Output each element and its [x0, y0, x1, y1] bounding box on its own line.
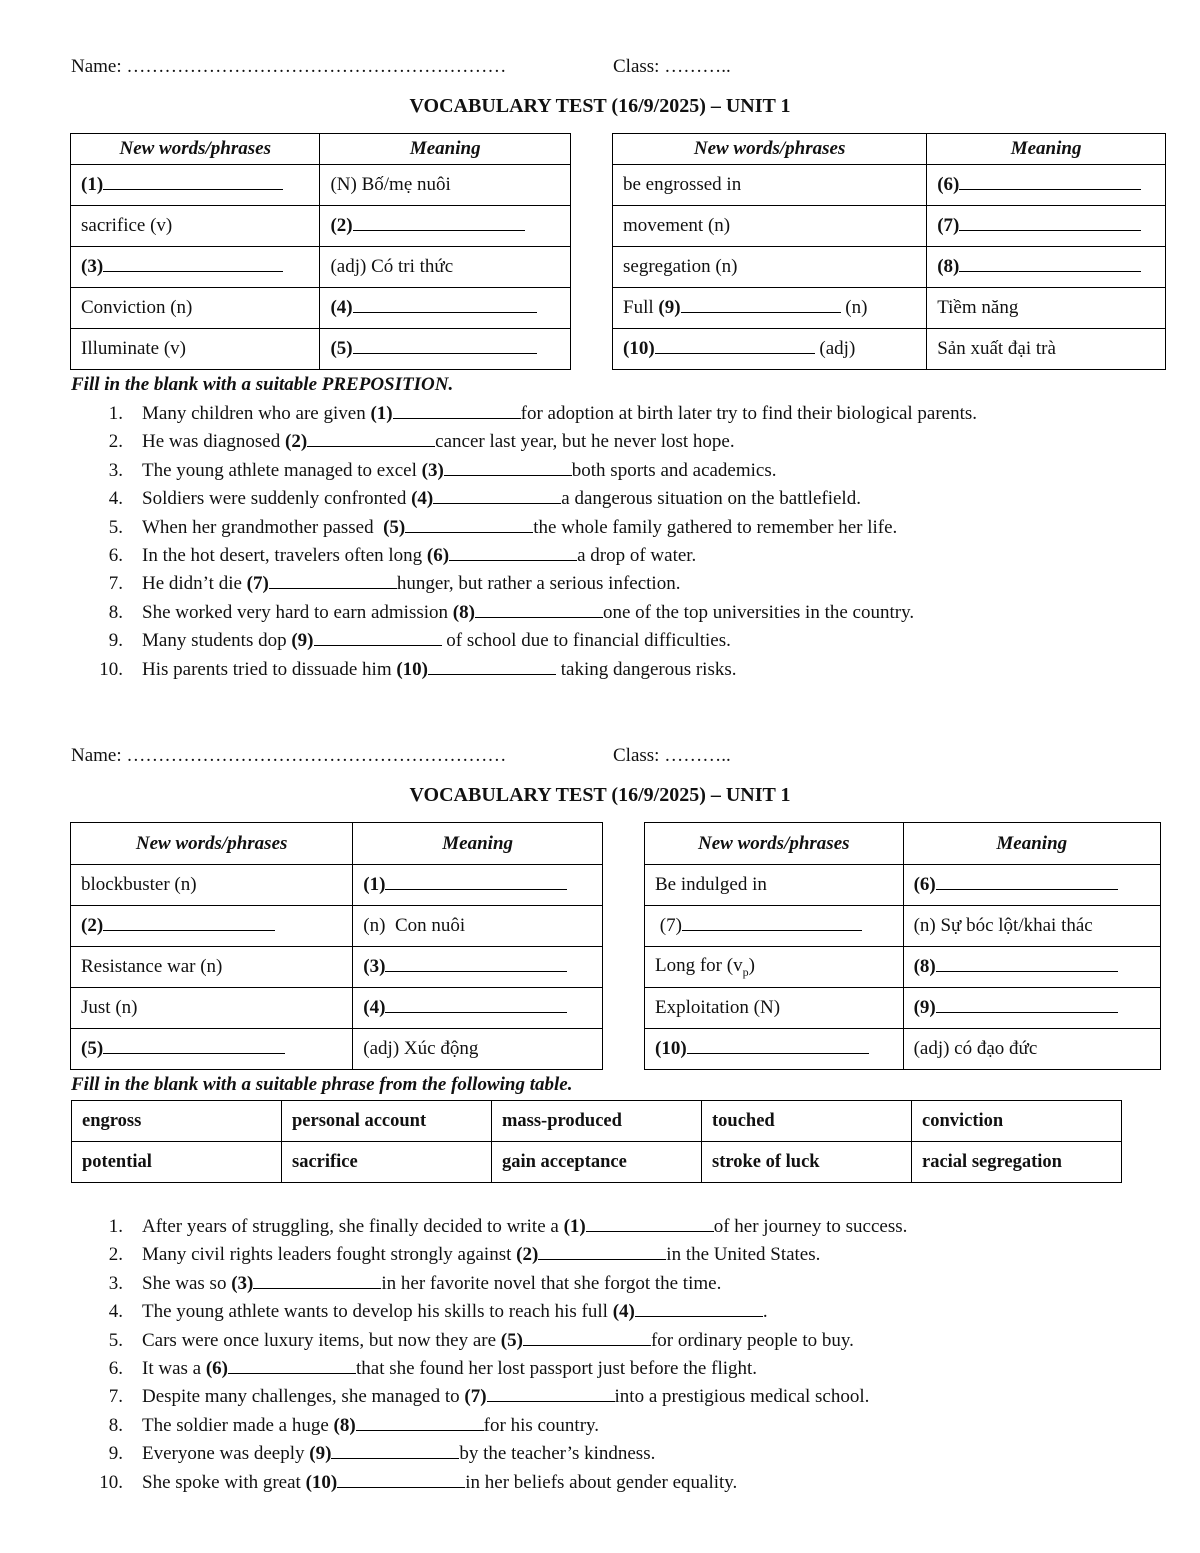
word-cell: Illuminate (v): [71, 329, 320, 370]
question-item[interactable]: 3. The young athlete managed to excel (3) both sports and academics.: [108, 459, 777, 481]
meaning-cell: Tiềm năng: [927, 288, 1166, 329]
meaning-cell[interactable]: (6): [903, 865, 1160, 906]
test1-header: [71, 56, 1171, 80]
table-row: [71, 947, 603, 988]
question-item[interactable]: 1. Many children who are given (1) for adoption at birth later try to find their biological parents.: [108, 403, 978, 424]
col-header-words: New words/phrases: [613, 134, 927, 165]
table-row: [613, 247, 1166, 288]
meaning-cell[interactable]: (6): [927, 165, 1166, 206]
word-cell: movement (n): [613, 206, 927, 247]
question-item[interactable]: 7. Despite many challenges, she managed to (7) into a prestigious medical school.: [108, 1386, 870, 1408]
word-cell: Conviction (n): [71, 288, 320, 329]
question-item[interactable]: 9. Many students dop (9) of school due to financial difficulties.: [108, 630, 731, 652]
table-row: [645, 947, 1161, 988]
meaning-cell[interactable]: (7): [927, 206, 1166, 247]
word-cell[interactable]: (3): [71, 247, 320, 288]
col-header-words: New words/phrases: [71, 823, 353, 865]
test1-question-list: [71, 400, 977, 684]
question-item[interactable]: 9. Everyone was deeply (9) by the teacher’s kindness.: [108, 1443, 656, 1465]
word-bank-item: engross: [72, 1101, 282, 1142]
name-field[interactable]: Name: ……………………………………………………: [71, 56, 507, 77]
word-bank-table: [71, 1100, 1122, 1183]
question-item[interactable]: 8. She worked very hard to earn admission (8) one of the top universities in the country.: [108, 601, 915, 623]
test2-header: [71, 745, 1171, 769]
word-cell[interactable]: (2): [71, 906, 353, 947]
question-item[interactable]: 2. Many civil rights leaders fought strongly against (2) in the United States.: [108, 1244, 821, 1266]
word-cell: blockbuster (n): [71, 865, 353, 906]
test2-instruction: Fill in the blank with a suitable phrase from the following table.: [71, 1074, 573, 1095]
table-row: [71, 247, 571, 288]
table-row: [71, 288, 571, 329]
col-header-meaning: Meaning: [927, 134, 1166, 165]
table-row: [613, 206, 1166, 247]
word-bank-item: potential: [72, 1142, 282, 1183]
table-row: [71, 329, 571, 370]
test2-left-vocab-table: [70, 822, 603, 1070]
word-cell: Exploitation (N): [645, 988, 904, 1029]
name-field[interactable]: Name: ……………………………………………………: [71, 745, 507, 766]
word-cell[interactable]: (10) (adj): [613, 329, 927, 370]
word-bank-item: gain acceptance: [492, 1142, 702, 1183]
col-header-meaning: Meaning: [903, 823, 1160, 865]
table-row: [71, 206, 571, 247]
meaning-cell[interactable]: (8): [927, 247, 1166, 288]
question-item[interactable]: 7. He didn’t die (7) hunger, but rather a serious infection.: [108, 573, 681, 595]
question-item[interactable]: 10. She spoke with great (10) in her beliefs about gender equality.: [99, 1471, 738, 1493]
table-row: [645, 865, 1161, 906]
word-cell: Be indulged in: [645, 865, 904, 906]
word-cell: be engrossed in: [613, 165, 927, 206]
table-row: [72, 1101, 1122, 1142]
meaning-cell[interactable]: (9): [903, 988, 1160, 1029]
word-bank-item: conviction: [912, 1101, 1122, 1142]
meaning-cell: (n) Sự bóc lột/khai thác: [903, 906, 1160, 947]
class-field[interactable]: Class: ………..: [613, 56, 731, 77]
meaning-cell[interactable]: (5): [320, 329, 571, 370]
test2-question-list: [71, 1213, 907, 1497]
word-cell[interactable]: Full (9) (n): [613, 288, 927, 329]
meaning-cell[interactable]: (4): [320, 288, 571, 329]
question-item[interactable]: 1. After years of struggling, she finally decided to write a (1) of her journey to success.: [108, 1216, 908, 1237]
word-cell: sacrifice (v): [71, 206, 320, 247]
word-bank-item: sacrifice: [282, 1142, 492, 1183]
test1-title: VOCABULARY TEST (16/9/2025) – UNIT 1: [409, 95, 791, 117]
word-cell: Resistance war (n): [71, 947, 353, 988]
class-field[interactable]: Class: ………..: [613, 745, 731, 766]
question-item[interactable]: 6. It was a (6) that she found her lost passport just before the flight.: [108, 1357, 758, 1379]
word-cell: Long for $(v_p)$: [645, 947, 904, 988]
table-row: [71, 865, 603, 906]
table-row: [613, 165, 1166, 206]
word-bank-item: personal account: [282, 1101, 492, 1142]
word-bank-item: stroke of luck: [702, 1142, 912, 1183]
question-item[interactable]: 5. Cars were once luxury items, but now they are (5) for ordinary people to buy.: [108, 1329, 854, 1351]
meaning-cell: (adj) có đạo đức: [903, 1029, 1160, 1070]
test2-right-vocab-table: [644, 822, 1161, 1070]
meaning-cell[interactable]: (4): [353, 988, 603, 1029]
table-row: [71, 988, 603, 1029]
table-row: [71, 165, 571, 206]
test1-left-vocab-table: [70, 133, 571, 370]
table-row: [613, 329, 1166, 370]
meaning-cell[interactable]: (8): [903, 947, 1160, 988]
word-cell[interactable]: (10): [645, 1029, 904, 1070]
test1-right-vocab-table: [612, 133, 1166, 370]
meaning-cell: (adj) Có tri thức: [320, 247, 571, 288]
question-item[interactable]: 4. Soldiers were suddenly confronted (4) a dangerous situation on the battlefield.: [108, 488, 861, 510]
table-row: [645, 906, 1161, 947]
word-cell[interactable]: (1): [71, 165, 320, 206]
question-item[interactable]: 5. When her grandmother passed (5) the whole family gathered to remember her life.: [108, 516, 898, 538]
table-row: [71, 906, 603, 947]
col-header-words: New words/phrases: [71, 134, 320, 165]
question-item[interactable]: 10. His parents tried to dissuade him (10) taking dangerous risks.: [99, 658, 737, 680]
meaning-cell: (n) Con nuôi: [353, 906, 603, 947]
test2-title: VOCABULARY TEST (16/9/2025) – UNIT 1: [409, 784, 791, 806]
word-cell: Just (n): [71, 988, 353, 1029]
table-row: [645, 988, 1161, 1029]
word-bank-item: racial segregation: [912, 1142, 1122, 1183]
word-cell[interactable]: (7): [645, 906, 904, 947]
table-row: [72, 1142, 1122, 1183]
question-item[interactable]: 6. In the hot desert, travelers often long (6) a drop of water.: [108, 544, 697, 566]
meaning-cell[interactable]: (3): [353, 947, 603, 988]
word-bank-item: mass-produced: [492, 1101, 702, 1142]
meaning-cell: Sản xuất đại trà: [927, 329, 1166, 370]
meaning-cell[interactable]: (2): [320, 206, 571, 247]
table-row: [613, 288, 1166, 329]
col-header-meaning: Meaning: [353, 823, 603, 865]
test1-instruction: Fill in the blank with a suitable PREPOSITION.: [71, 374, 454, 395]
question-item[interactable]: 4. The young athlete wants to develop his skills to reach his full (4) .: [108, 1301, 768, 1323]
question-item[interactable]: 3. She was so (3) in her favorite novel that she forgot the time.: [108, 1272, 722, 1294]
word-bank-item: touched: [702, 1101, 912, 1142]
meaning-cell: (N) Bố/mẹ nuôi: [320, 165, 571, 206]
table-row: [71, 1029, 603, 1070]
col-header-meaning: Meaning: [320, 134, 571, 165]
col-header-words: New words/phrases: [645, 823, 904, 865]
word-cell: segregation (n): [613, 247, 927, 288]
question-item[interactable]: 8. The soldier made a huge (8) for his country.: [108, 1414, 600, 1436]
meaning-cell[interactable]: (1): [353, 865, 603, 906]
question-item[interactable]: 2. He was diagnosed (2) cancer last year, but he never lost hope.: [108, 431, 735, 453]
meaning-cell: (adj) Xúc động: [353, 1029, 603, 1070]
table-row: [645, 1029, 1161, 1070]
word-cell[interactable]: (5): [71, 1029, 353, 1070]
